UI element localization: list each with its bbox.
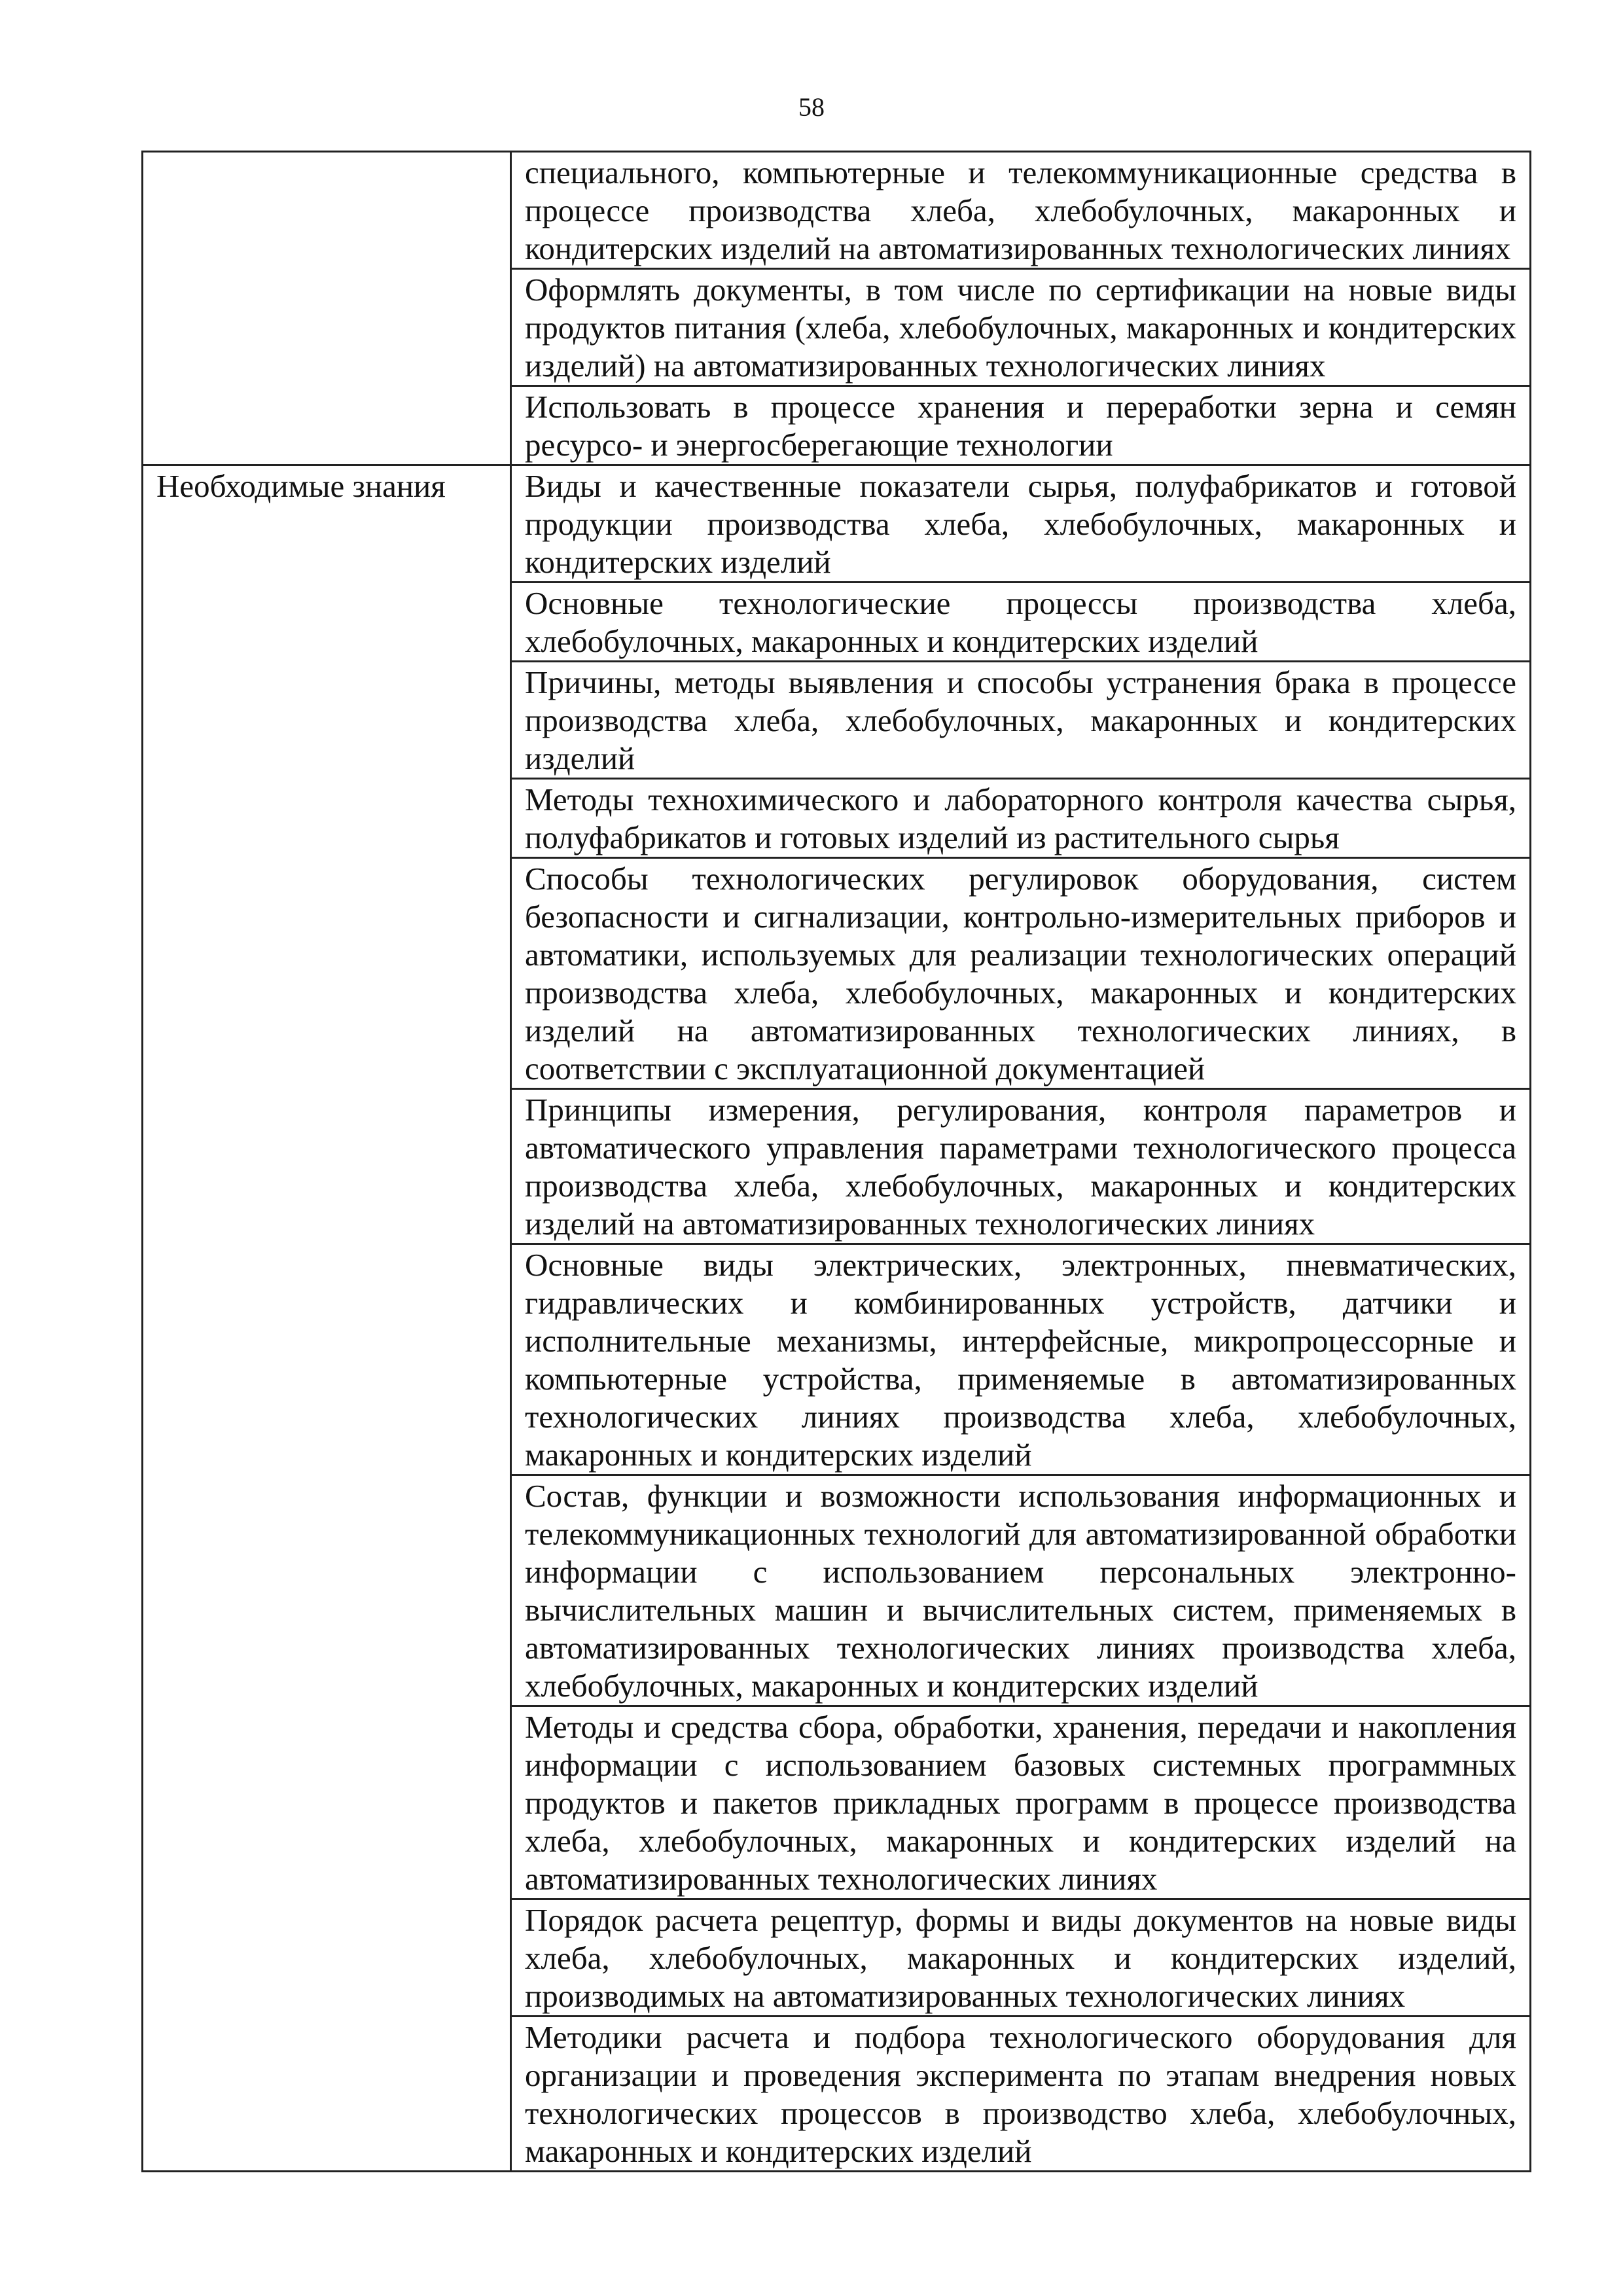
page-number: 58 xyxy=(798,92,825,122)
table-row xyxy=(143,465,1531,583)
skill-item: Оформлять документы, в том числе по сертификации на новые виды продуктов питания (хлеба, хлебобулочных, макаронных и кондитерских изделий) на автоматизированных технологических линиях xyxy=(511,269,1531,386)
knowledge-item: Основные виды электрических, электронных, пневматических, гидравлических и комбинированных устройств, датчики и исполнительные механизмы, интерфейсные, микропроцессорные и компьютерные устройства, применяемые в автоматизированных технологических линиях производства хлеба, хлебобулочных, макаронных и кондитерских изделий xyxy=(511,1244,1531,1475)
knowledge-item: Основные технологические процессы производства хлеба, хлебобулочных, макаронных и кондитерских изделий xyxy=(511,583,1531,662)
knowledge-item: Виды и качественные показатели сырья, полуфабрикатов и готовой продукции производства хлеба, хлебобулочных, макаронных и кондитерских изделий xyxy=(511,465,1531,583)
knowledge-item: Способы технологических регулировок оборудования, систем безопасности и сигнализации, контрольно-измерительных приборов и автоматики, используемых для реализации технологических операций производства хлеба, хлебобулочных, макаронных и кондитерских изделий на автоматизированных технологических линиях, в соответствии с эксплуатационной документацией xyxy=(511,858,1531,1089)
section-label-required-knowledge: Необходимые знания xyxy=(143,465,511,2172)
competency-table xyxy=(141,151,1531,2172)
knowledge-item: Принципы измерения, регулирования, контроля параметров и автоматического управления параметрами технологического процесса производства хлеба, хлебобулочных, макаронных и кондитерских изделий на автоматизированных технологических линиях xyxy=(511,1089,1531,1244)
table-row xyxy=(143,152,1531,269)
knowledge-item: Методы технохимического и лабораторного контроля качества сырья, полуфабрикатов и готовых изделий из растительного сырья xyxy=(511,779,1531,858)
knowledge-item: Методы и средства сбора, обработки, хранения, передачи и накопления информации с использованием базовых системных программных продуктов и пакетов прикладных программ в процессе производства хлеба, хлебобулочных, макаронных и кондитерских изделий на автоматизированных технологических линиях xyxy=(511,1706,1531,1899)
section-label-empty xyxy=(143,152,511,465)
knowledge-item: Состав, функции и возможности использования информационных и телекоммуникационных технологий для автоматизированной обработки информации с использованием персональных электронно-вычислительных машин и вычислительных систем, применяемых в автоматизированных технологических линиях производства хлеба, хлебобулочных, макаронных и кондитерских изделий xyxy=(511,1475,1531,1706)
skill-item: Использовать в процессе хранения и переработки зерна и семян ресурсо- и энергосберегающие технологии xyxy=(511,386,1531,465)
knowledge-item: Причины, методы выявления и способы устранения брака в процессе производства хлеба, хлебобулочных, макаронных и кондитерских изделий xyxy=(511,662,1531,779)
knowledge-item: Методики расчета и подбора технологического оборудования для организации и проведения эксперимента по этапам внедрения новых технологических процессов в производство хлеба, хлебобулочных, макаронных и кондитерских изделий xyxy=(511,2017,1531,2172)
skill-item: специального, компьютерные и телекоммуникационные средства в процессе производства хлеба, хлебобулочных, макаронных и кондитерских изделий на автоматизированных технологических линиях xyxy=(511,152,1531,269)
knowledge-item: Порядок расчета рецептур, формы и виды документов на новые виды хлеба, хлебобулочных, макаронных и кондитерских изделий, производимых на автоматизированных технологических линиях xyxy=(511,1899,1531,2017)
